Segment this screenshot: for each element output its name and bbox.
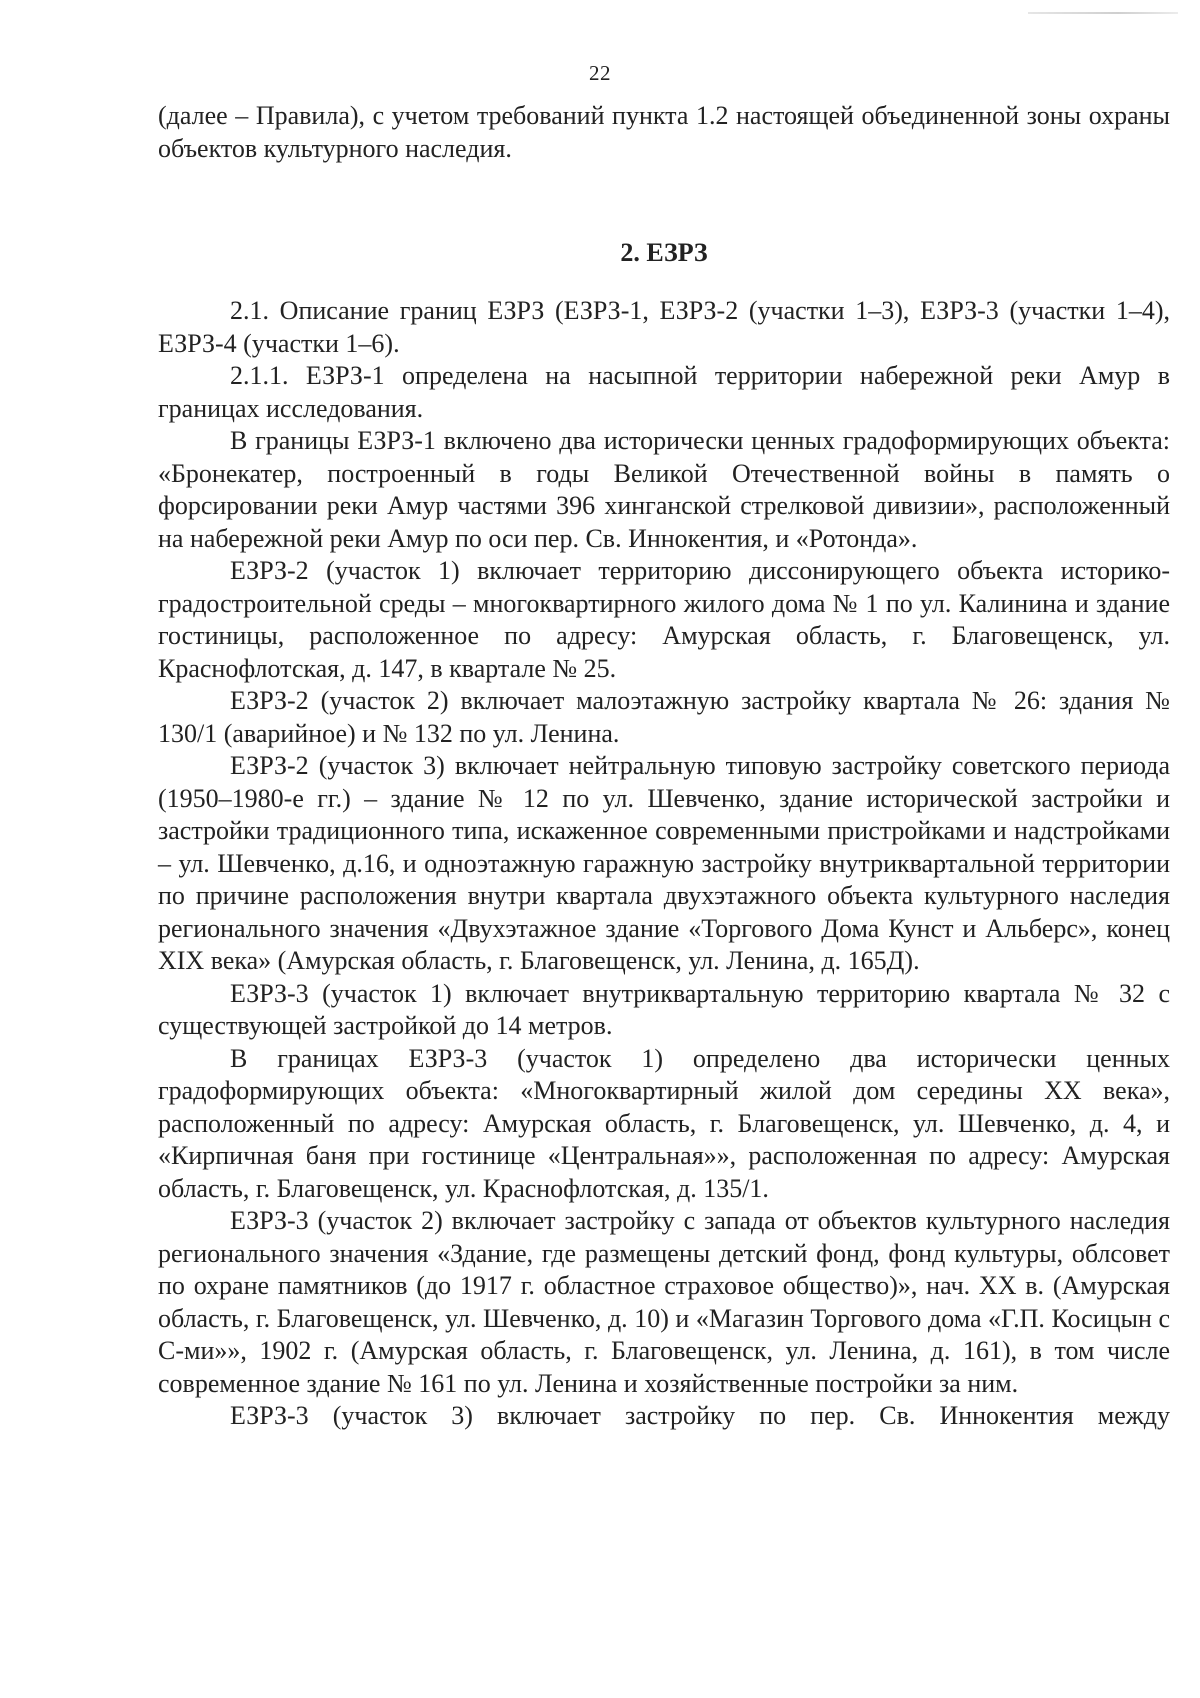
paragraph-ezrz2-site1: ЕЗРЗ-2 (участок 1) включает территорию диссонирующего объекта историко-градостроительной среды – многоквартирного жилого дома № 1 по ул. Калинина и здание гостиницы, расположенное по адресу: Амурская область, г. Благовещенск, ул. Краснофлотская, д. 147, в квартале № 25. xyxy=(158,556,1170,683)
paragraph-2-1: 2.1. Описание границ ЕЗРЗ (ЕЗРЗ-1, ЕЗРЗ-2 (участки 1–3), ЕЗРЗ-3 (участки 1–4), ЕЗРЗ-4 (участки 1–6). xyxy=(158,296,1170,358)
page-number: 22 xyxy=(589,61,611,85)
paragraph-ezrz1-objects: В границы ЕЗРЗ-1 включено два исторически ценных градоформирующих объекта: «Бронекатер, построенный в годы Великой Отечественной войны в память о форсировании реки Амур частями 396 хинганской стрелковой дивизии», расположенный на набережной реки Амур по оси пер. Св. Иннокентия, и «Ротонда». xyxy=(158,426,1170,553)
paragraph-ezrz3-site1-objects: В границах ЕЗРЗ-3 (участок 1) определено два исторически ценных градоформирующих объекта: «Многоквартирный жилой дом середины XX века», расположенный по адресу: Амурская область, г. Благовещенск, ул. Шевченко, д. 4, и «Кирпичная баня при гостинице «Центральная»», расположенная по адресу: Амурская область, г. Благовещенск, ул. Краснофлотская, д. 135/1. xyxy=(158,1043,1170,1203)
section-heading: 2. ЕЗРЗ xyxy=(620,238,708,267)
document-body xyxy=(158,100,1170,1433)
paragraph-ezrz2-site2: ЕЗРЗ-2 (участок 2) включает малоэтажную застройку квартала № 26: здания № 130/1 (аварийное) и № 132 по ул. Ленина. xyxy=(158,686,1170,748)
paragraph-ezrz2-site3: ЕЗРЗ-2 (участок 3) включает нейтральную типовую застройку советского периода (1950–1980-е гг.) – здание № 12 по ул. Шевченко, здание исторической застройки и застройки традиционного типа, искаженное современными пристройками и надстройками – ул. Шевченко, д.16, и одноэтажную гаражную застройку внутриквартальной территории по причине расположения внутри квартала двухэтажного объекта культурного наследия регионального значения «Двухэтажное здание «Торгового Дома Кунст и Альберс», конец XIX века» (Амурская область, г. Благовещенск, ул. Ленина, д. 165Д). xyxy=(158,751,1170,975)
scan-edge-mark xyxy=(1028,12,1178,14)
paragraph-ezrz3-site2: ЕЗРЗ-3 (участок 2) включает застройку с запада от объектов культурного наследия регионального значения «Здание, где размещены детский фонд, фонд культуры, облсовет по охране памятников (до 1917 г. областное страховое общество)», нач. XX в. (Амурская область, г. Благовещенск, ул. Шевченко, д. 10) и «Магазин Торгового дома «Г.П. Косицын с С-ми»», 1902 г. (Амурская область, г. Благовещенск, ул. Ленина, д. 161), в том числе современное здание № 161 по ул. Ленина и хозяйственные постройки за ним. xyxy=(158,1206,1170,1398)
paragraph-ezrz3-site3: ЕЗРЗ-3 (участок 3) включает застройку по пер. Св. Иннокентия между xyxy=(230,1401,1170,1430)
intro-paragraph: (далее – Правила), с учетом требований пункта 1.2 настоящей объединенной зоны охраны объектов культурного наследия. xyxy=(158,101,1170,163)
paragraph-ezrz3-site1: ЕЗРЗ-3 (участок 1) включает внутриквартальную территорию квартала № 32 с существующей застройкой до 14 метров. xyxy=(158,978,1170,1040)
paragraph-2-1-1: 2.1.1. ЕЗРЗ-1 определена на насыпной территории набережной реки Амур в границах исследования. xyxy=(158,361,1170,423)
